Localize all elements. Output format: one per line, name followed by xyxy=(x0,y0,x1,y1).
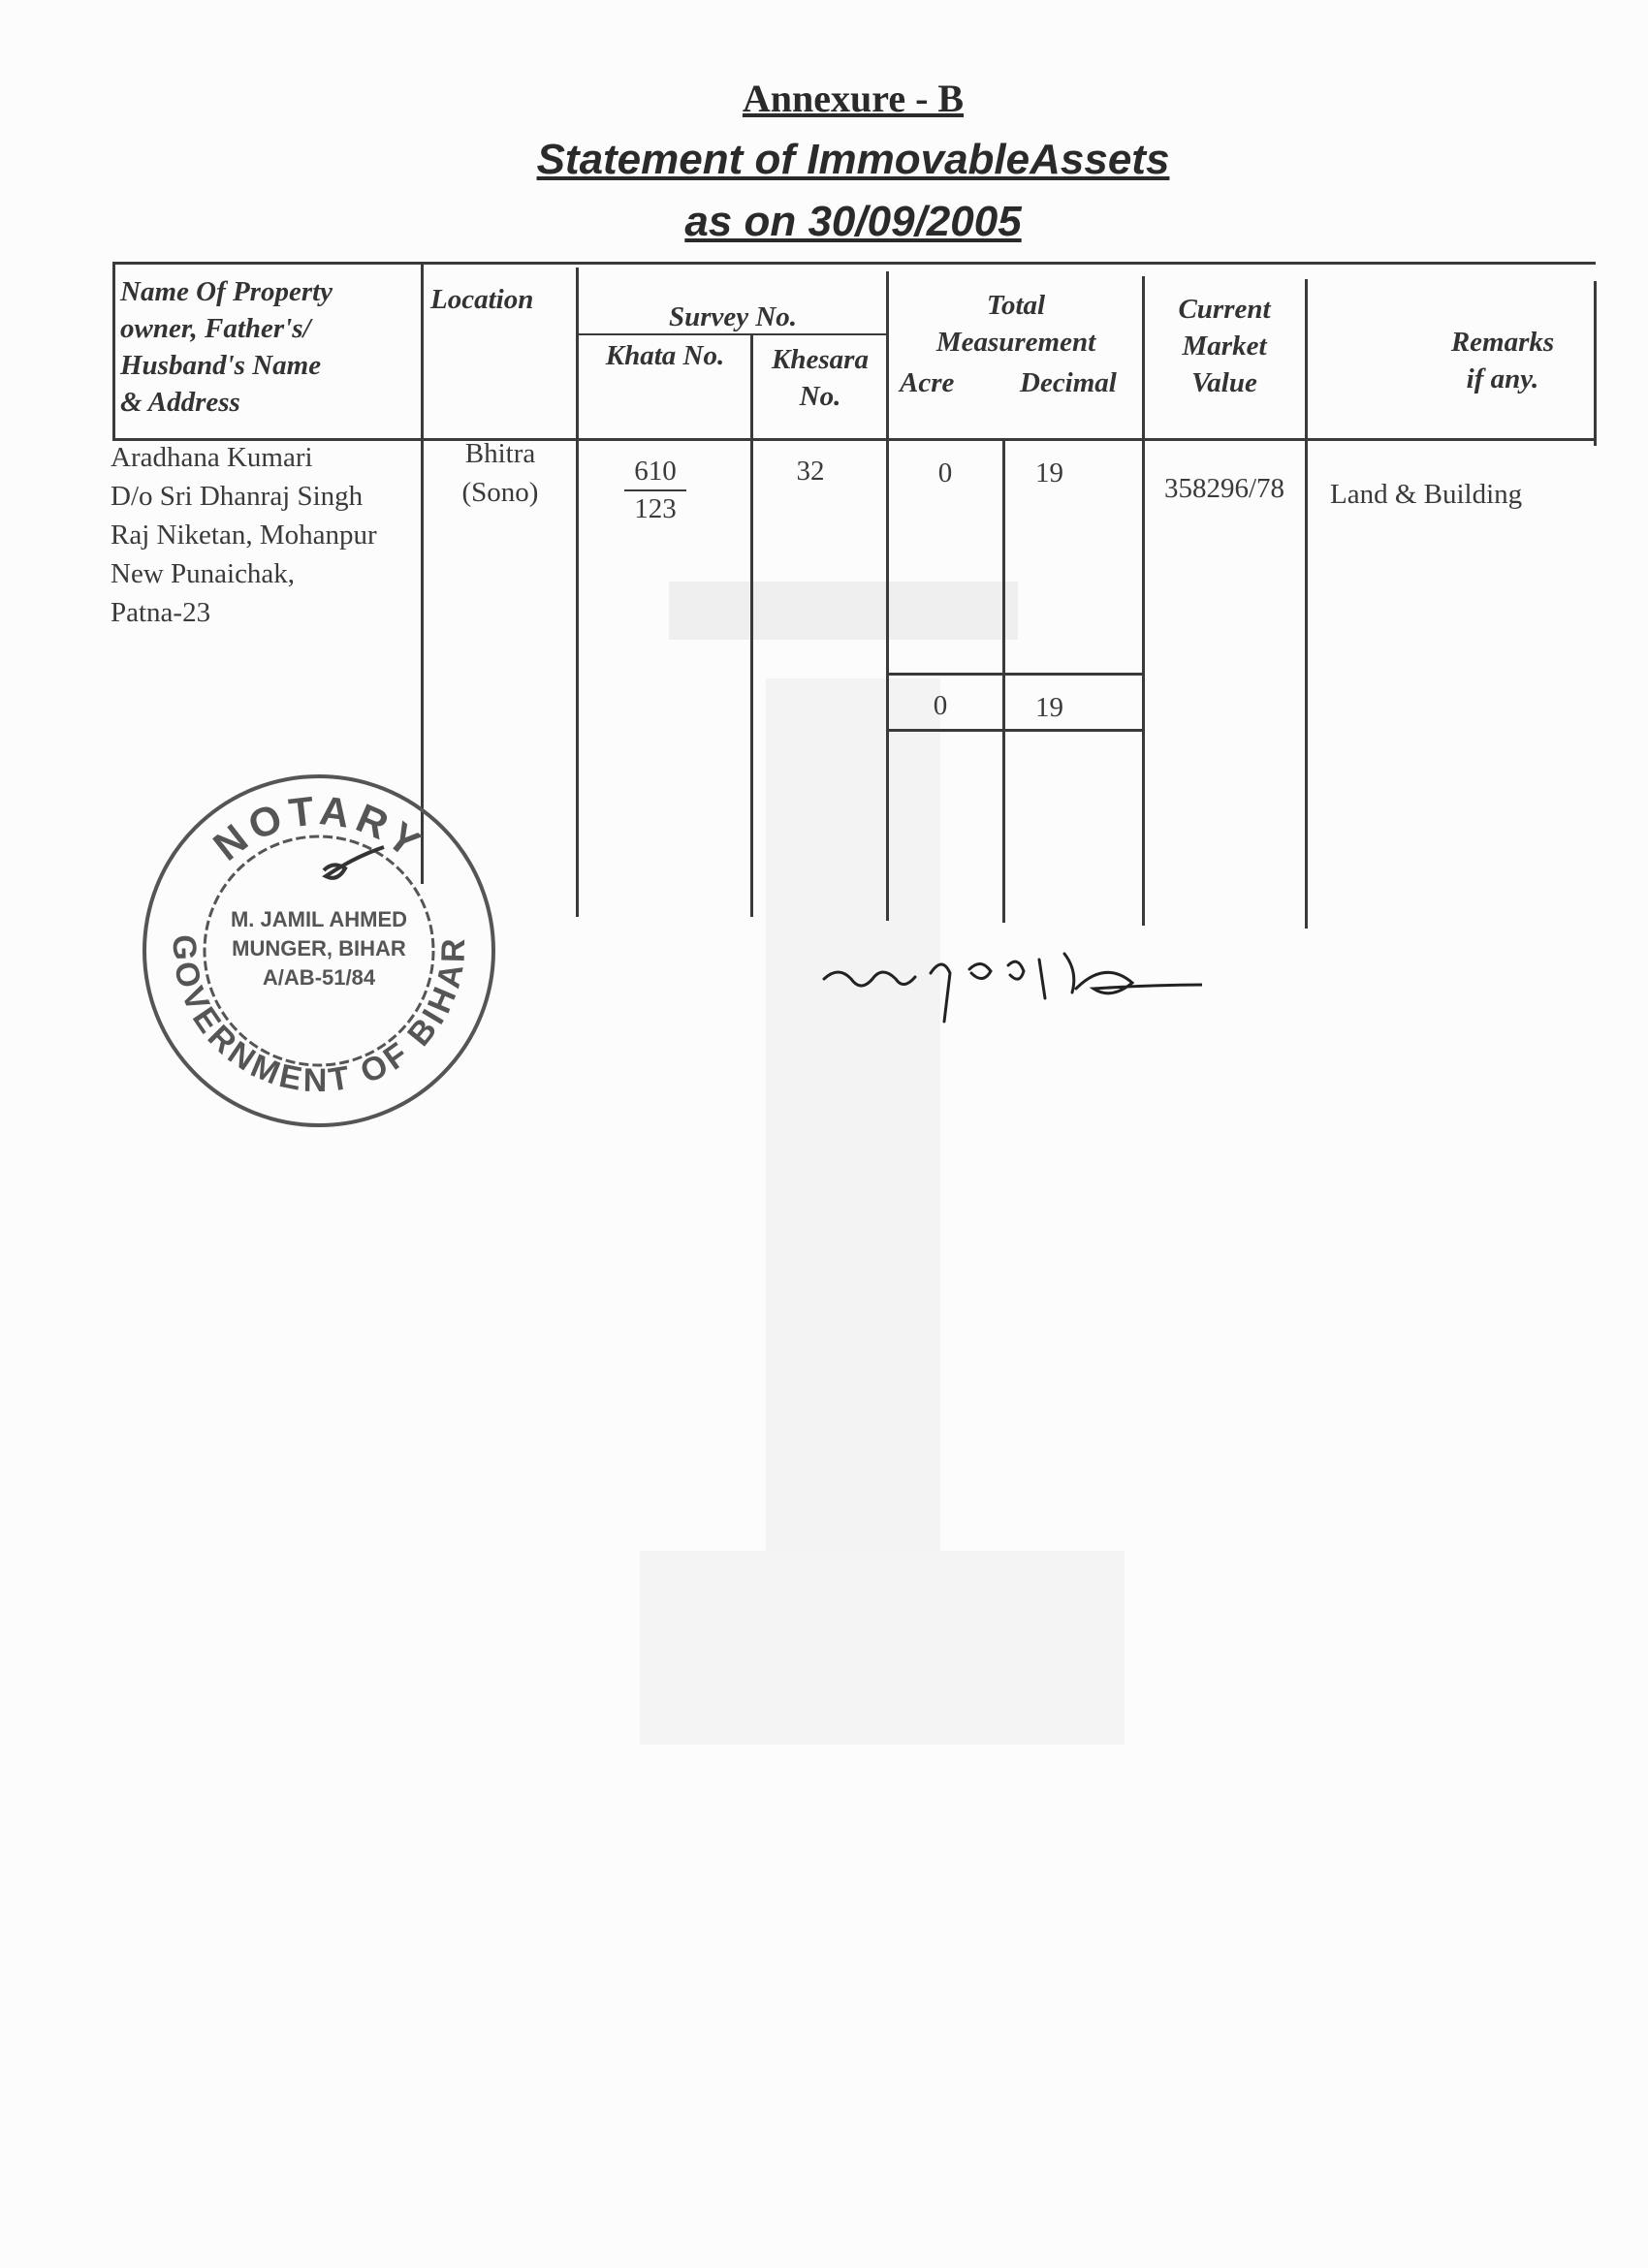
annexure-heading: Annexure - B xyxy=(742,77,965,120)
cell-market-value: 358296/78 xyxy=(1163,473,1285,504)
table-border-right xyxy=(1594,281,1597,446)
header-khata: Khata No. xyxy=(605,340,725,371)
signature xyxy=(814,930,1202,1037)
header-khesara: Khesara No. xyxy=(772,344,869,412)
col-sep-khata xyxy=(750,335,753,917)
cell-remarks: Land & Building xyxy=(1330,479,1523,510)
table-border-left xyxy=(112,262,115,441)
stamp-bottom-text: GOVERNMENT OF BIHAR xyxy=(165,933,473,1100)
col-sep-market xyxy=(1305,279,1308,929)
stamp-line-place: MUNGER, BIHAR xyxy=(232,936,406,961)
notary-seal-graphic xyxy=(130,762,508,1140)
header-location: Location xyxy=(430,284,534,315)
header-owner: Name Of Property owner, Father's/ Husband's Name & Address xyxy=(120,276,333,418)
cell-acre: 0 xyxy=(937,457,953,488)
stamp-line-name: M. JAMIL AHMED xyxy=(230,907,408,931)
notary-stamp xyxy=(130,762,508,1140)
statement-date: as on 30/09/2005 xyxy=(684,198,1022,245)
header-market-value: Current Market Value xyxy=(1178,294,1271,398)
cell-location: Bhitra (Sono) xyxy=(461,438,539,508)
bleed-through-mark xyxy=(640,1551,1125,1745)
khata-numerator: 610 xyxy=(624,453,686,491)
total-decimal: 19 xyxy=(1035,692,1063,723)
stamp-tick-mark xyxy=(324,847,384,878)
header-measurement: Total Measurement xyxy=(935,290,1096,358)
cell-khata-number xyxy=(578,452,733,526)
header-acre: Acre xyxy=(900,367,955,398)
khata-denominator: 123 xyxy=(634,493,677,524)
svg-text:NOTARY xyxy=(205,787,433,869)
header-remarks: Remarks if any. xyxy=(1450,327,1555,394)
signature-graphic xyxy=(814,930,1202,1037)
total-line-bottom xyxy=(886,729,1144,732)
stamp-top-text: NOTARY xyxy=(205,787,433,869)
statement-title: Statement of ImmovableAssets xyxy=(536,136,1170,183)
header-decimal: Decimal xyxy=(1020,367,1117,398)
table-border-top xyxy=(112,262,1596,265)
header-survey: Survey No. xyxy=(668,301,798,332)
col-sep-acre xyxy=(1002,438,1005,923)
cell-decimal: 19 xyxy=(1035,457,1063,488)
total-acre: 0 xyxy=(933,690,948,721)
total-line-top xyxy=(886,673,1144,676)
bleed-through-mark xyxy=(669,582,1018,640)
cell-owner: Aradhana Kumari D/o Sri Dhanraj Singh Raj Niketan, Mohanpur New Punaichak, Patna-23 xyxy=(111,442,377,628)
cell-khesara: 32 xyxy=(796,456,825,487)
stamp-line-reg: A/AB-51/84 xyxy=(262,965,376,990)
